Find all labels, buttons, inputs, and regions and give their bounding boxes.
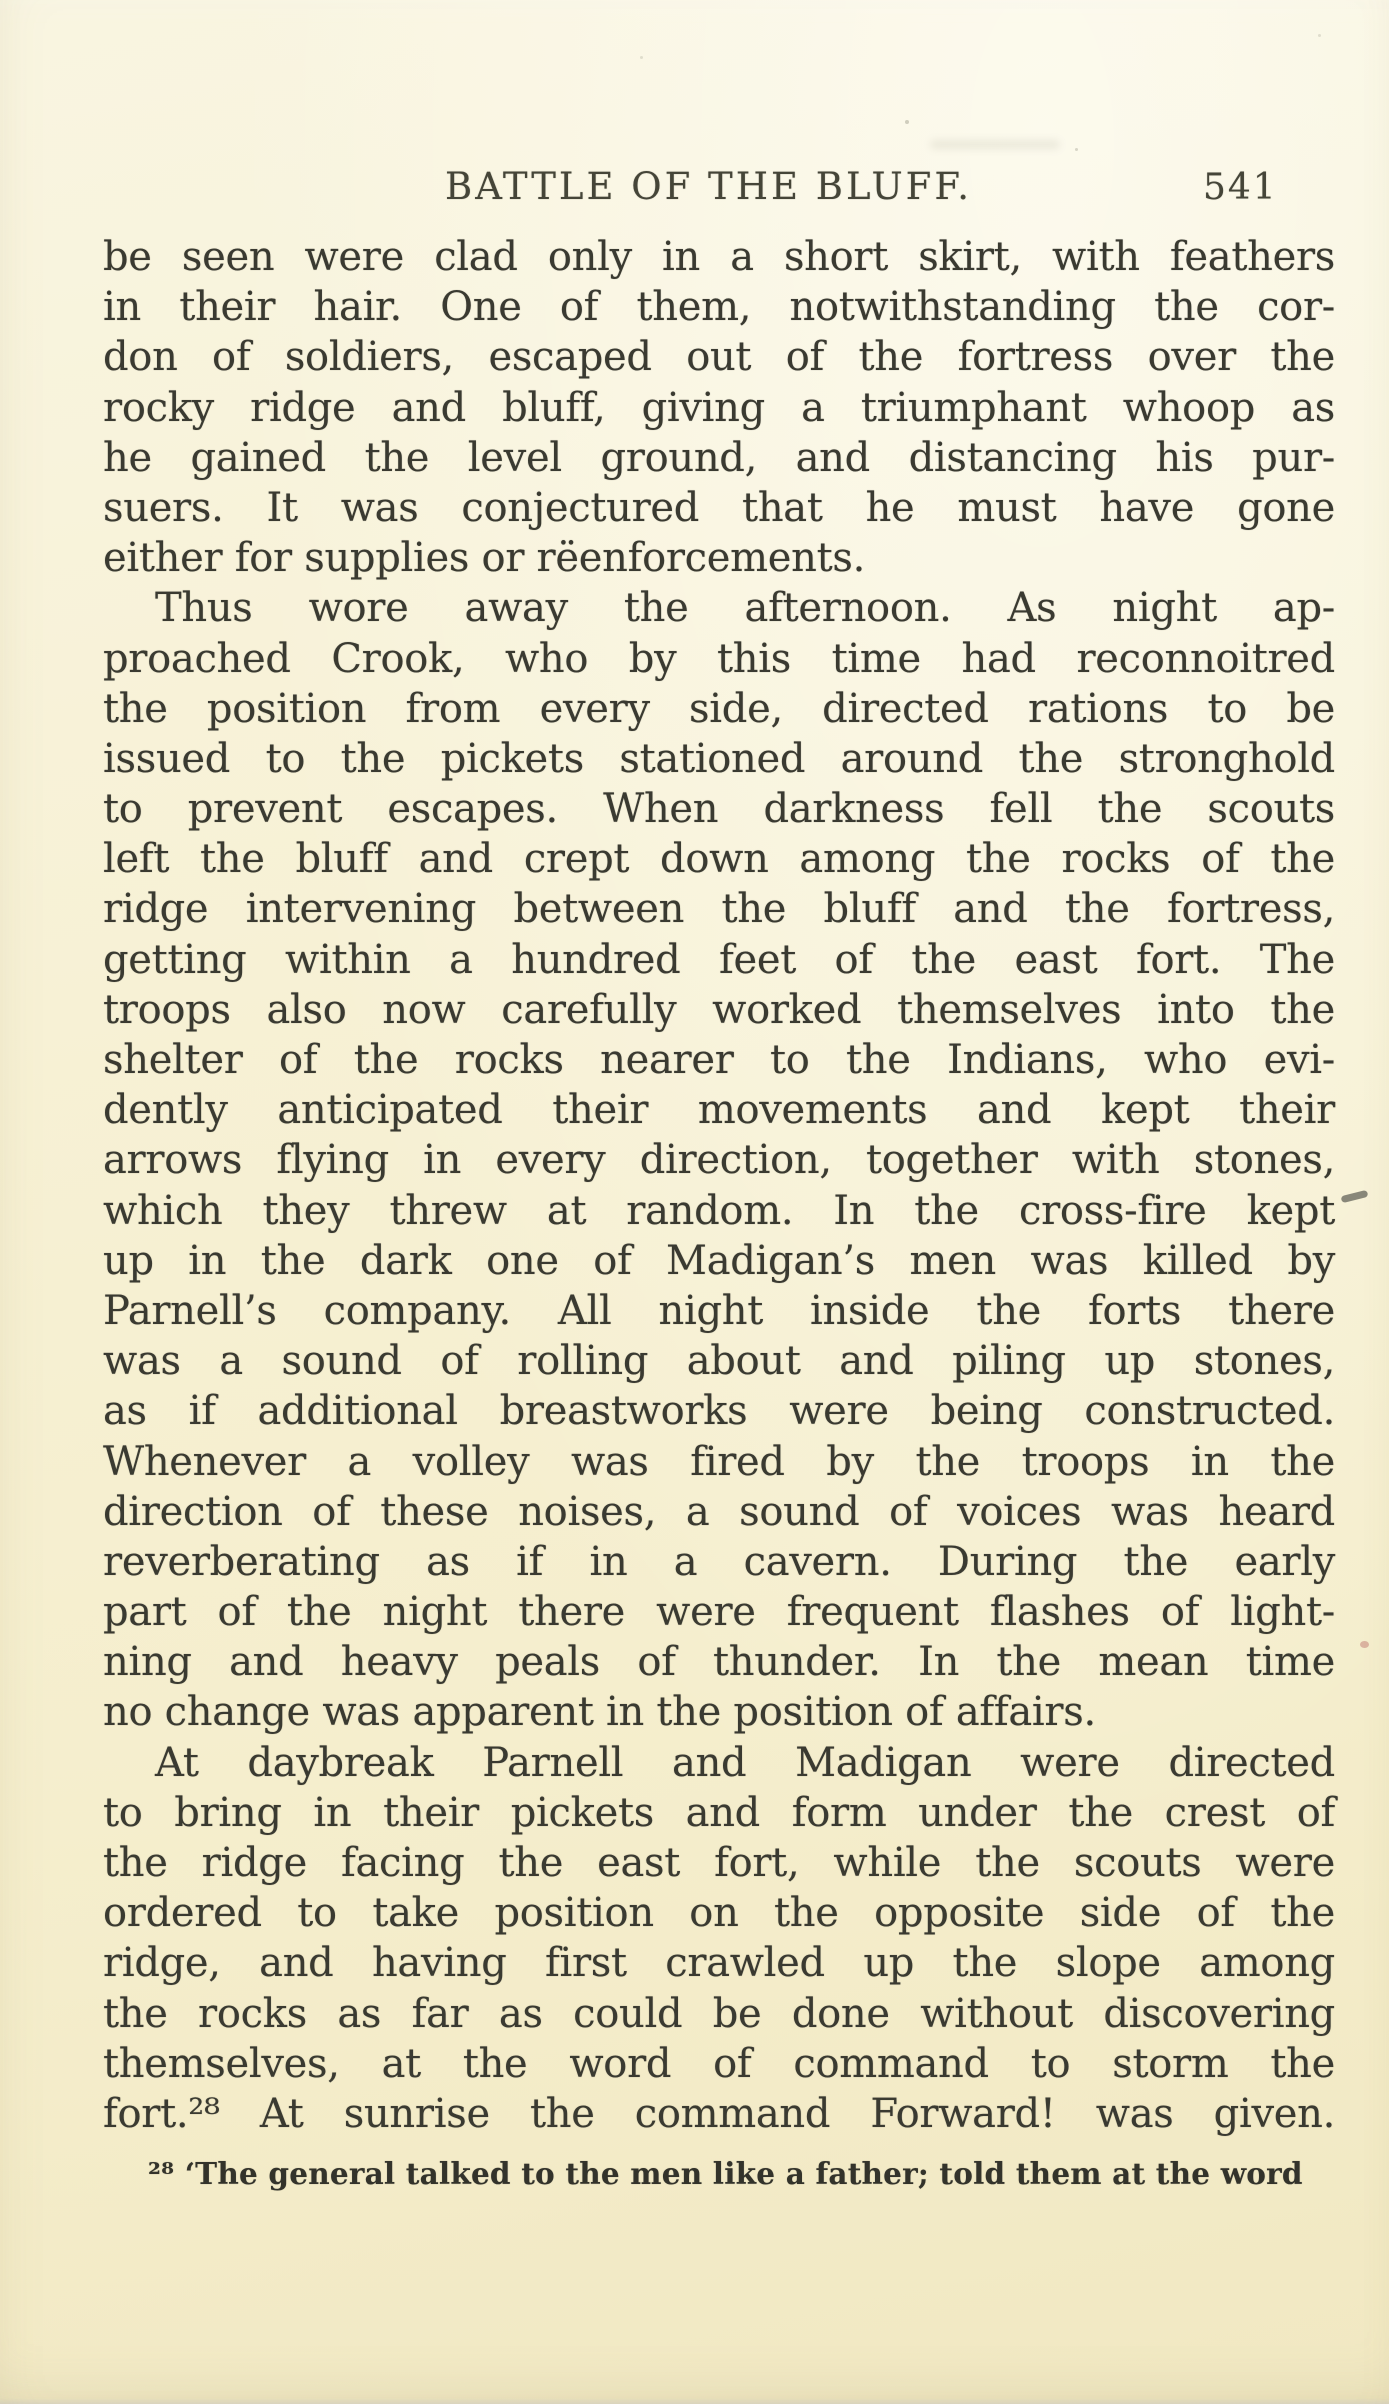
text-line: as if additional breastworks were being constructed. [103, 1388, 1335, 1435]
text-line: Whenever a volley was fired by the troops in the [103, 1438, 1335, 1485]
text-line: ridge intervening between the bluff and the fortress, [103, 886, 1335, 933]
text-line: ordered to take position on the opposite side of the [103, 1890, 1335, 1937]
body-text [103, 232, 1335, 2139]
text-line: left the bluff and crept down among the rocks of the [103, 836, 1335, 883]
text-line: Parnell’s company. All night inside the forts there [103, 1287, 1335, 1334]
text-line: At daybreak Parnell and Madigan were directed [155, 1739, 1335, 1786]
scan-artifact-dash [1341, 1190, 1369, 1203]
text-line: themselves, at the word of command to storm the [103, 2040, 1335, 2087]
text-line: rocky ridge and bluff, giving a triumphant whoop as [103, 384, 1335, 431]
footnote: ²⁸ ‘The general talked to the men like a father; told them at the word [148, 2156, 1303, 2191]
text-line: fort.²⁸ At sunrise the command Forward! was given. [103, 2090, 1335, 2137]
text-line: he gained the level ground, and distancing his pur- [103, 434, 1335, 481]
text-line: proached Crook, who by this time had reconnoitred [103, 635, 1335, 682]
text-line: dently anticipated their movements and kept their [103, 1087, 1335, 1134]
text-line: issued to the pickets stationed around the stronghold [103, 735, 1335, 782]
scan-bottom-edge [0, 2398, 1389, 2404]
text-line: to prevent escapes. When darkness fell the scouts [103, 786, 1335, 833]
text-line: in their hair. One of them, notwithstanding the cor- [103, 284, 1335, 331]
text-line: was a sound of rolling about and piling up stones, [103, 1338, 1335, 1385]
text-line: to bring in their pickets and form under the crest of [103, 1789, 1335, 1836]
text-line: Thus wore away the afternoon. As night ap- [155, 585, 1335, 632]
text-line: don of soldiers, escaped out of the fortress over the [103, 334, 1335, 381]
text-line: the position from every side, directed rations to be [103, 685, 1335, 732]
text-line: up in the dark one of Madigan’s men was killed by [103, 1237, 1335, 1284]
text-line: arrows flying in every direction, together with stones, [103, 1137, 1335, 1184]
scan-artifact-smudge [930, 140, 1060, 149]
text-line: direction of these noises, a sound of voices was heard [103, 1488, 1335, 1535]
text-line: either for supplies or rëenforcements. [103, 535, 866, 582]
page-number: 541 [1203, 167, 1278, 208]
text-line: getting within a hundred feet of the east fort. The [103, 936, 1335, 983]
running-head-title: BATTLE OF THE BLUFF. [445, 165, 973, 208]
text-line: no change was apparent in the position of affairs. [103, 1689, 1096, 1736]
text-line: reverberating as if in a cavern. During the early [103, 1538, 1335, 1585]
scan-artifact-red-speck [1360, 1641, 1369, 1648]
text-line: ridge, and having first crawled up the slope among [103, 1940, 1335, 1987]
text-line: shelter of the rocks nearer to the Indians, who evi- [103, 1037, 1335, 1083]
text-line: troops also now carefully worked themselves into the [103, 986, 1335, 1033]
text-line: the ridge facing the east fort, while the scouts were [103, 1840, 1335, 1886]
text-line: the rocks as far as could be done without discovering [103, 1990, 1335, 2037]
text-line: which they threw at random. In the cross-fire kept [103, 1187, 1335, 1234]
text-line: be seen were clad only in a short skirt, with feathers [103, 234, 1335, 280]
text-line: ning and heavy peals of thunder. In the mean time [103, 1639, 1335, 1686]
text-line: part of the night there were frequent flashes of light- [103, 1589, 1335, 1636]
page-header [0, 0, 1389, 220]
text-line: suers. It was conjectured that he must have gone [103, 484, 1335, 531]
